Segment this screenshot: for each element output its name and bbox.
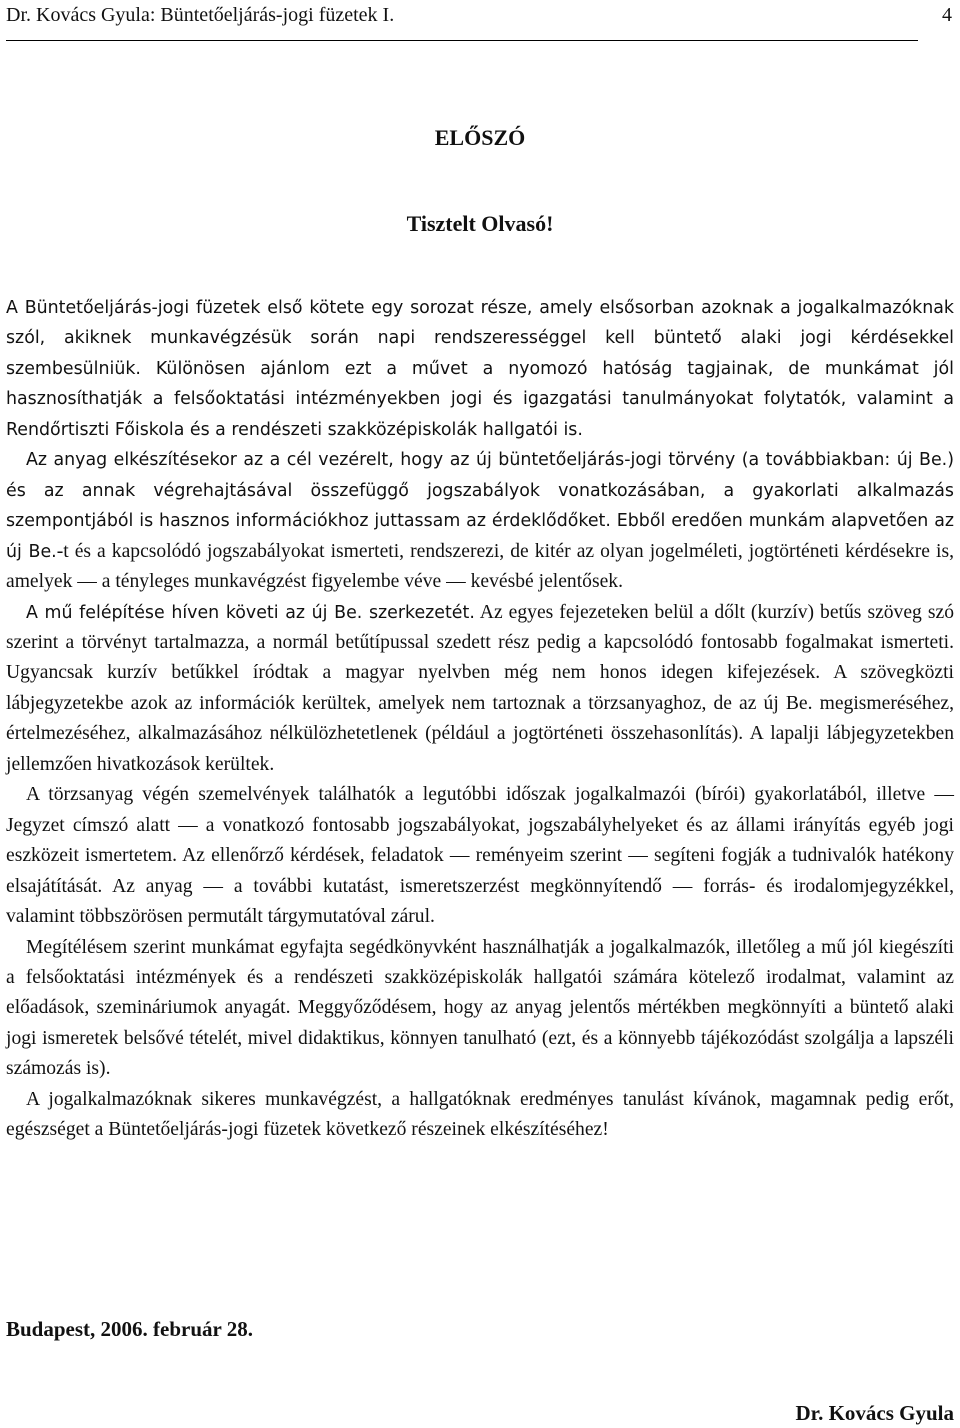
- date-line: Budapest, 2006. február 28.: [6, 1317, 253, 1341]
- paragraph-text: Megítélésem szerint munkámat egyfajta segédkönyvként használhatják a jogalkalmazók, illetőleg a mű jól kiegészíti a felsőoktatási intézmények és a rendészeti szakközépiskolák hallgatói számára kötelező irodalmat, valamint az előadások, szemináriumok anyagát. Meggyőződésem, hogy az anyag jelentős mértékben megkönnyíti a büntető alaki jogi ismeretek belsővé tételét, mivel didaktikus, könnyen tanulható (ezt, és a könnyebb tájékozódást szolgálja a lapszéli számozás is).: [6, 936, 954, 1080]
- preface-body: [6, 293, 954, 1146]
- paragraph-text: A mű felépítése híven követi az új Be. szerkezetét.: [26, 602, 475, 623]
- page-number: 4: [942, 4, 952, 26]
- author-signature: Dr. Kovács Gyula: [795, 1401, 954, 1425]
- paragraph-text: -t és a kapcsolódó jogszabályokat ismerteti, rendszerezi, de kitér az olyan jogelméleti, jogtörténeti kérdésekre is, amelyek — a tényleges munkavégzést figyelembe véve — kevésbé jelentősek.: [6, 540, 954, 593]
- paragraph-text: A jogalkalmazóknak sikeres munkavégzést, a hallgatóknak eredményes tanulást kívánok, magamnak pedig erőt, egészséget a Büntetőeljárás-jogi füzetek következő részeinek elkészítéséhez!: [6, 1088, 954, 1141]
- section-heading: ELŐSZÓ: [434, 125, 526, 150]
- paragraph-2: [6, 445, 954, 597]
- paragraph-text: Az egyes fejezeteken belül a dőlt (kurzív) betűs szöveg szó szerint a törvényt tartalmazza, a normál betűtípussal szedett rész pedig a kapcsolódó fontosabb fogalmakat ismerteti. Ugyancsak kurzív betűkkel íródtak a magyar nyelvben még nem honos idegen kifejezések. A szövegközti lábjegyzetekbe azok az információk kerültek, amelyek nem tartoznak a törzsanyaghoz, de az új Be. megismeréséhez, értelmezéséhez, alkalmazásához nélkülözhetetlenek (például a jogtörténeti összehasonlítás). A lapalji lábjegyzetekben jellemzően hivatkozások kerültek.: [6, 601, 954, 775]
- paragraph-4: [6, 780, 954, 932]
- running-title: Dr. Kovács Gyula: Büntetőeljárás-jogi füzetek I.: [6, 4, 395, 26]
- page-header: [6, 4, 954, 42]
- paragraph-1: [6, 293, 954, 445]
- paragraph-text: A Büntetőeljárás-jogi füzetek első kötete egy sorozat része, amely elsősorban azoknak a jogalkalmazóknak szól, akiknek munkavégzésük során napi rendszerességgel kell büntető alaki jogi kérdésekkel szembesülniük. Különösen ajánlom ezt a művet a nyomozó hatóság tagjainak, de munkámat jól hasznosíthatják a felsőoktatási intézményekben jogi és igazgatási tanulmányokat folytatók, valamint a Rendőrtiszti Főiskola és a rendészeti szakközépiskolák hallgatói is.: [6, 298, 954, 440]
- paragraph-5: [6, 933, 954, 1085]
- paragraph-text: A törzsanyag végén szemelvények találhatók a legutóbbi időszak jogalkalmazói (bírói) gyakorlatából, illetve — Jegyzet címszó alatt — a vonatkozó fontosabb jogszabályokat, jogszabályhelyeket és az állami irányítás egyéb jogi eszközeit ismertetem. Az ellenőrző kérdések, feladatok — reményeim szerint — segíteni fogják a tudnivalók hatékony elsajátítását. Az anyag — a további kutatást, ismeretszerzést megkönnyítendő — forrás- és irodalomjegyzékkel, valamint többszörösen permutált tárgymutatóval zárul.: [6, 784, 954, 928]
- paragraph-3: [6, 598, 954, 781]
- paragraph-6: [6, 1085, 954, 1146]
- header-divider: [6, 40, 918, 41]
- paragraph-text: Az anyag elkészítésekor az a cél vezérelt, hogy az új büntetőeljárás-jogi törvény (a továbbiakban: új Be.) és az annak végrehajtásával összefüggő jogszabályok vonatkozásában, a gyakorlati alkalmazás szempontjából is hasznos információkhoz juttassam az érdeklődőket. Ebből eredően munkám alapvetően az új Be.: [6, 450, 954, 562]
- salutation: Tisztelt Olvasó!: [406, 211, 554, 236]
